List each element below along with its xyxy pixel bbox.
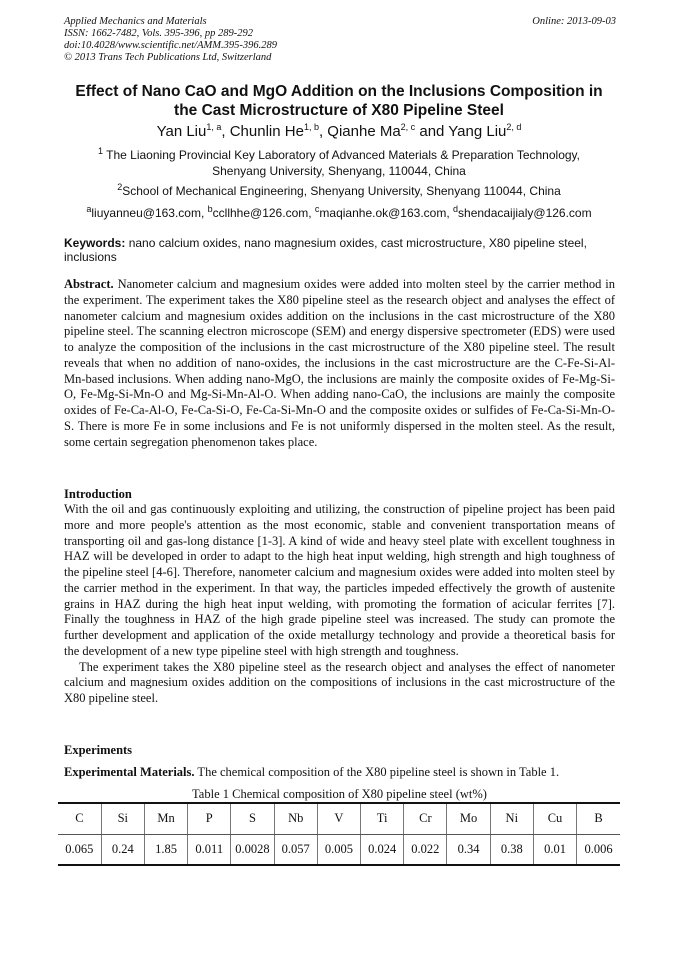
email-separator: , xyxy=(200,206,208,220)
email-mark: d xyxy=(453,204,459,214)
author-4 xyxy=(448,123,521,140)
header-cell-mo: Mo xyxy=(447,803,490,834)
author-affil-mark: 2, d xyxy=(506,122,522,132)
email-item xyxy=(86,206,207,220)
author-separator: , xyxy=(221,123,230,140)
value-cell-ti: 0.024 xyxy=(361,834,404,865)
author-affil-mark: 2, c xyxy=(400,122,416,132)
table-row xyxy=(58,834,620,865)
affiliation-mark: 1 xyxy=(98,146,104,156)
email-address: shendacaijialy@126.com xyxy=(458,206,592,220)
running-header xyxy=(64,16,616,64)
affiliation-1-line-1: The Liaoning Provincial Key Laboratory of Advanced Materials & Preparation Technology, xyxy=(103,148,580,162)
author-name: Chunlin He xyxy=(229,123,304,140)
abstract-text: Nanometer calcium and magnesium oxides were added into molten steel by the carrier method in the experiment. The experiment takes the X80 pipeline steel as the research object and analyses the effect of nanometer calcium and magnesium oxides addition on the inclusions in the cast microstructure of the X80 pipeline steel. The scanning electron microscope (SEM) and energy dispersive spectrometer (EDS) were used to analyze the composition of the inclusions in the cast microstructure of the X80 pipeline steel. The result reveals that when no addition of nano-oxides, the inclusions in the cast microstructure are the C-Fe-Si-Al-Mn-based inclusions. When adding nano-MgO, the inclusions are mainly the composite oxides of Fe-Mg-Si-O, Fe-Mg-Si-Mn-O and Mg-Si-Mn-Al-O. When adding nano-CaO, the inclusions are mainly the composite oxides of Fe-Ca-Al-O, Fe-Ca-Si-O, Fe-Ca-Si-Mn-O and the composite oxides or sulfides of Fe-Ca-Si-Mn-O-S. There is more Fe in some inclusions and Fe is not uniformly dispersed in the molten steel. As the result, some certain segregation phenomenon takes place. xyxy=(64,277,615,449)
value-cell-s: 0.0028 xyxy=(231,834,274,865)
header-cell-v: V xyxy=(317,803,360,834)
author-list xyxy=(40,123,638,141)
value-cell-nb: 0.057 xyxy=(274,834,317,865)
author-name: Yang Liu xyxy=(448,123,507,140)
email-separator: , xyxy=(308,206,315,220)
value-cell-cr: 0.022 xyxy=(404,834,447,865)
issn-line: ISSN: 1662-7482, Vols. 395-396, pp 289-292 xyxy=(64,28,253,39)
header-cell-ni: Ni xyxy=(490,803,533,834)
email-item xyxy=(453,206,592,220)
intro-paragraph-2: The experiment takes the X80 pipeline steel as the research object and analyses the effect of nanometer calcium and magnesium oxides addition on the compositions of inclusions in the cast microstructure of the X80 pipeline steel. xyxy=(64,659,615,705)
author-2 xyxy=(230,123,328,140)
author-name: Yan Liu xyxy=(156,123,207,140)
affiliation-1 xyxy=(40,148,638,179)
abstract xyxy=(64,277,615,450)
copyright-line: © 2013 Trans Tech Publications Ltd, Switzerland xyxy=(64,52,272,63)
email-item xyxy=(315,206,453,220)
header-cell-si: Si xyxy=(101,803,144,834)
value-cell-mo: 0.34 xyxy=(447,834,490,865)
email-mark: b xyxy=(207,204,213,214)
composition-table xyxy=(58,802,620,866)
header-cell-c: C xyxy=(58,803,101,834)
value-cell-b: 0.006 xyxy=(577,834,620,865)
value-cell-p: 0.011 xyxy=(188,834,231,865)
intro-paragraph-1: With the oil and gas continuously exploiting and utilizing, the construction of pipeline project has been paid more and more people's attention as the most economic, stable and convenient transportation means of transporting oil and gas-long distance [1-3]. A kind of wide and heavy steel plate with excellent toughness in HAZ will be developed in order to adapt to the high heat input welding, high strength and high toughness of the pipeline steel [4-6]. Therefore, nanometer calcium and magnesium oxides were added into molten steel by the carrier method in the experiment. In that way, the particles impeded effectively the growth of austenite grains in HAZ during the high heat input welding, with promoting the formation of acicular ferrites [7]. Finally the toughness in HAZ of the high grade pipeline steel was increased. The study can promote the further development and application of the oxide metallurgy technology and provide a theoretical basis for the development of a new type pipeline steel with high strength and toughness. xyxy=(64,502,615,658)
value-cell-ni: 0.38 xyxy=(490,834,533,865)
author-3 xyxy=(327,123,448,140)
value-cell-v: 0.005 xyxy=(317,834,360,865)
header-cell-cr: Cr xyxy=(404,803,447,834)
email-address: ccllhhe@126.com xyxy=(212,206,309,220)
author-separator: and xyxy=(415,123,449,140)
value-cell-mn: 1.85 xyxy=(144,834,187,865)
value-cell-si: 0.24 xyxy=(101,834,144,865)
value-cell-c: 0.065 xyxy=(58,834,101,865)
affiliation-2 xyxy=(40,184,638,200)
header-cell-p: P xyxy=(188,803,231,834)
introduction-heading: Introduction xyxy=(64,487,132,501)
email-list xyxy=(40,206,638,221)
author-affil-mark: 1, b xyxy=(303,122,319,132)
affiliation-2-text: School of Mechanical Engineering, Shenyang University, Shenyang 110044, China xyxy=(122,184,561,198)
paper-title xyxy=(40,82,638,120)
table-header-row xyxy=(58,803,620,834)
title-line-2: the Cast Microstructure of X80 Pipeline Steel xyxy=(174,102,504,119)
email-item xyxy=(208,206,315,220)
author-separator: , xyxy=(318,123,328,140)
introduction-body xyxy=(64,502,615,707)
header-cell-s: S xyxy=(231,803,274,834)
email-address: liuyanneu@163.com xyxy=(91,206,201,220)
email-separator: , xyxy=(446,206,453,220)
email-address: maqianhe.ok@163.com xyxy=(319,206,447,220)
header-cell-ti: Ti xyxy=(361,803,404,834)
author-1 xyxy=(157,123,230,140)
keywords-text: nano calcium oxides, nano magnesium oxides, cast microstructure, X80 pipeline steel, inclusions xyxy=(64,236,587,264)
header-cell-b: B xyxy=(577,803,620,834)
author-affil-mark: 1, a xyxy=(206,122,222,132)
author-name: Qianhe Ma xyxy=(327,123,401,140)
header-cell-nb: Nb xyxy=(274,803,317,834)
header-cell-mn: Mn xyxy=(144,803,187,834)
doi-line: doi:10.4028/www.scientific.net/AMM.395-396.289 xyxy=(64,40,277,51)
journal-name: Applied Mechanics and Materials xyxy=(64,16,207,27)
affiliation-mark: 2 xyxy=(117,182,123,192)
value-cell-cu: 0.01 xyxy=(533,834,576,865)
title-line-1: Effect of Nano CaO and MgO Addition on the Inclusions Composition in xyxy=(75,83,603,100)
abstract-label: Abstract. xyxy=(64,277,114,291)
keywords xyxy=(64,236,616,264)
experimental-materials-label: Experimental Materials. xyxy=(64,765,195,779)
experimental-materials xyxy=(64,765,615,781)
email-mark: a xyxy=(86,204,92,214)
online-date: Online: 2013-09-03 xyxy=(532,16,616,27)
table-caption: Table 1 Chemical composition of X80 pipeline steel (wt%) xyxy=(192,787,487,801)
chemical-composition-table xyxy=(58,802,620,866)
affiliation-1-line-2: Shenyang University, Shenyang, 110044, China xyxy=(212,163,466,178)
email-mark: c xyxy=(314,204,320,214)
experimental-materials-text: The chemical composition of the X80 pipeline steel is shown in Table 1. xyxy=(194,765,560,779)
header-cell-cu: Cu xyxy=(533,803,576,834)
keywords-label: Keywords: xyxy=(64,236,126,250)
experiments-heading: Experiments xyxy=(64,743,133,757)
